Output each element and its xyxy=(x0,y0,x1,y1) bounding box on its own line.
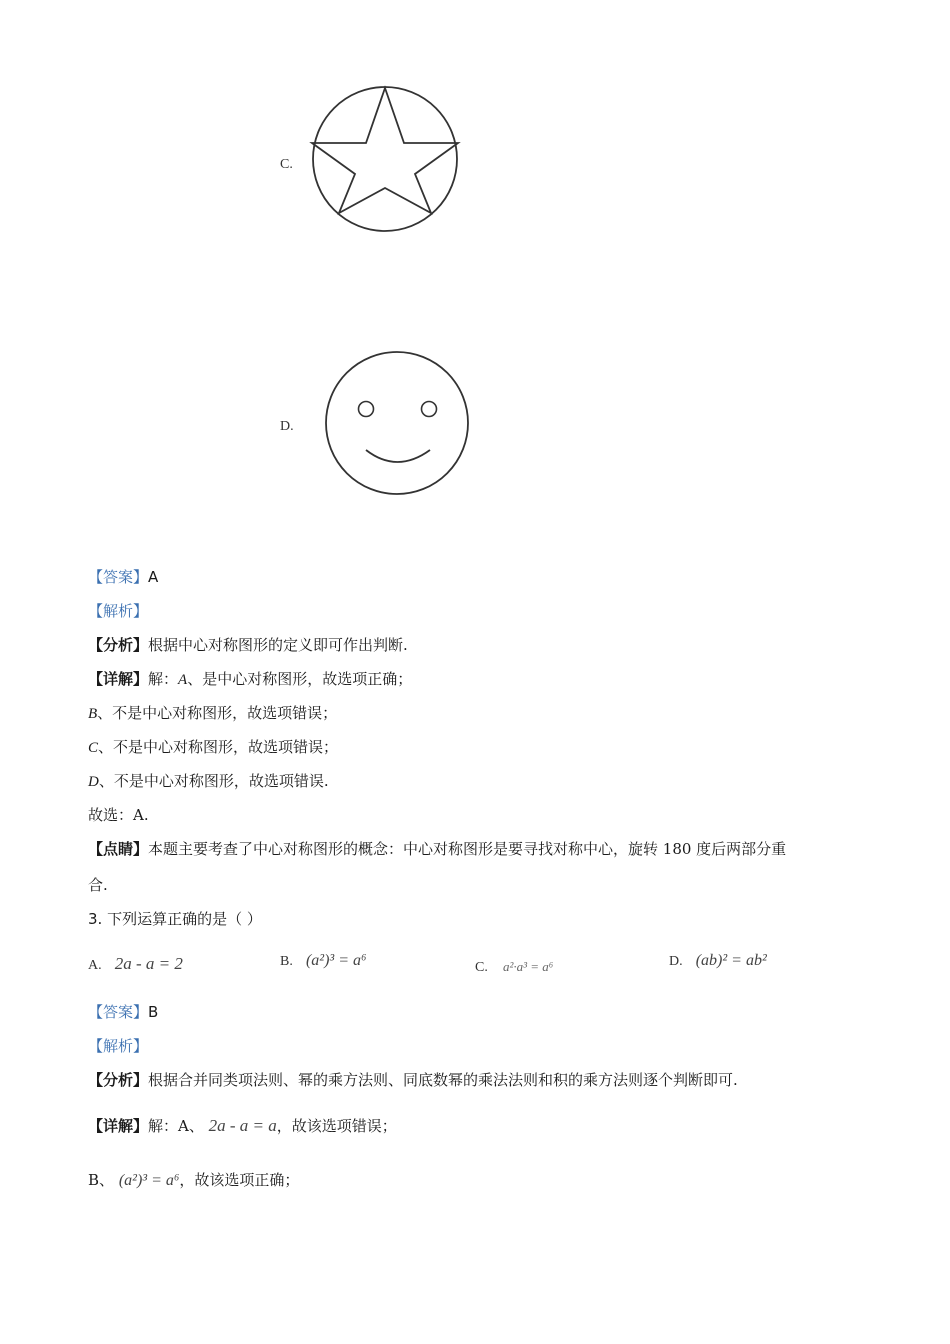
q3-analysis-label: 【解析】 xyxy=(88,1037,149,1055)
line-c-letter: C xyxy=(88,740,99,756)
detail-a-letter: A xyxy=(178,672,188,688)
line-c-text: 、不是中心对称图形，故选项错误； xyxy=(98,738,339,756)
dianjing-label: 【点睛】 xyxy=(88,840,149,858)
q3-answer-value: B xyxy=(148,1003,159,1021)
q2-dianjing-line-2: 合. xyxy=(88,876,108,894)
dianjing-text-1: 本题主要考查了中心对称图形的概念：中心对称图形是要寻找对称中心，旋转 180 度后两部分重 xyxy=(148,840,787,858)
q3-option-c-label: C. xyxy=(475,960,488,975)
q2-line-b xyxy=(88,703,337,724)
star-in-circle-figure xyxy=(308,84,462,236)
q3-fenxi-line xyxy=(88,1070,738,1090)
q3-option-d xyxy=(669,950,767,970)
q2-line-c xyxy=(88,737,338,758)
q3-detail-label: 【详解】 xyxy=(88,1117,149,1135)
fenxi-label: 【分析】 xyxy=(88,636,149,654)
q3-line-b-prefix: B、 xyxy=(88,1171,115,1189)
q3-stem-line xyxy=(88,909,262,929)
answer-value: A xyxy=(148,568,159,586)
q3-number: 3. xyxy=(88,910,103,928)
q2-answer-line xyxy=(88,567,158,587)
q2-fenxi-line xyxy=(88,635,408,655)
q3-line-b xyxy=(88,1170,299,1191)
q2-detail-line xyxy=(88,669,412,690)
q3-line-b-suffix: ，故该选项正确； xyxy=(179,1171,300,1189)
detail-prefix: 解： xyxy=(148,670,179,688)
q3-answer-line xyxy=(88,1002,158,1022)
q3-option-d-label: D. xyxy=(669,954,683,969)
option-d-label: D. xyxy=(280,419,294,434)
q3-option-a-label: A. xyxy=(88,958,102,973)
q3-option-b xyxy=(280,950,367,970)
q3-detail-prefix: 解：A、 xyxy=(148,1117,204,1135)
q2-choose-line: 故选：A. xyxy=(88,806,149,824)
line-b-text: 、不是中心对称图形，故选项错误； xyxy=(97,704,338,722)
fenxi-text: 根据中心对称图形的定义即可作出判断. xyxy=(148,636,408,654)
q3-option-b-formula: (a²)³ = a⁶ xyxy=(305,952,367,969)
q3-detail-line xyxy=(88,1116,397,1136)
q3-option-c-formula: a²·a³ = a⁶ xyxy=(502,959,554,974)
detail-label: 【详解】 xyxy=(88,670,149,688)
line-d-text: 、不是中心对称图形，故选项错误. xyxy=(98,772,329,790)
q3-fenxi-text: 根据合并同类项法则、幂的乘方法则、同底数幂的乘法法则和积的乘方法则逐个判断即可. xyxy=(148,1071,738,1089)
answer-label: 【答案】 xyxy=(88,568,149,586)
q2-analysis-label: 【解析】 xyxy=(88,602,149,620)
detail-a-text: 、是中心对称图形，故选项正确； xyxy=(187,670,413,688)
q3-detail-a-formula: 2a - a = a xyxy=(208,1116,277,1135)
q3-option-b-label: B. xyxy=(280,954,293,969)
q3-option-a xyxy=(88,954,183,974)
q3-detail-a-suffix: ，故该选项错误； xyxy=(276,1117,397,1135)
q2-dianjing-line xyxy=(88,839,786,859)
q3-answer-label: 【答案】 xyxy=(88,1003,149,1021)
line-d-letter: D xyxy=(88,774,99,790)
q3-line-b-formula: (a²)³ = a⁶ xyxy=(118,1172,180,1189)
q2-line-d xyxy=(88,771,329,792)
q3-fenxi-label: 【分析】 xyxy=(88,1071,149,1089)
smiley-face-figure xyxy=(320,346,474,500)
line-b-letter: B xyxy=(88,706,98,722)
q3-option-d-formula: (ab)² = ab² xyxy=(695,952,767,969)
option-c-label: C. xyxy=(280,157,293,172)
q3-stem: 下列运算正确的是（ ） xyxy=(107,910,262,928)
q3-option-a-formula: 2a - a = 2 xyxy=(114,954,183,973)
q3-option-c xyxy=(475,956,553,976)
